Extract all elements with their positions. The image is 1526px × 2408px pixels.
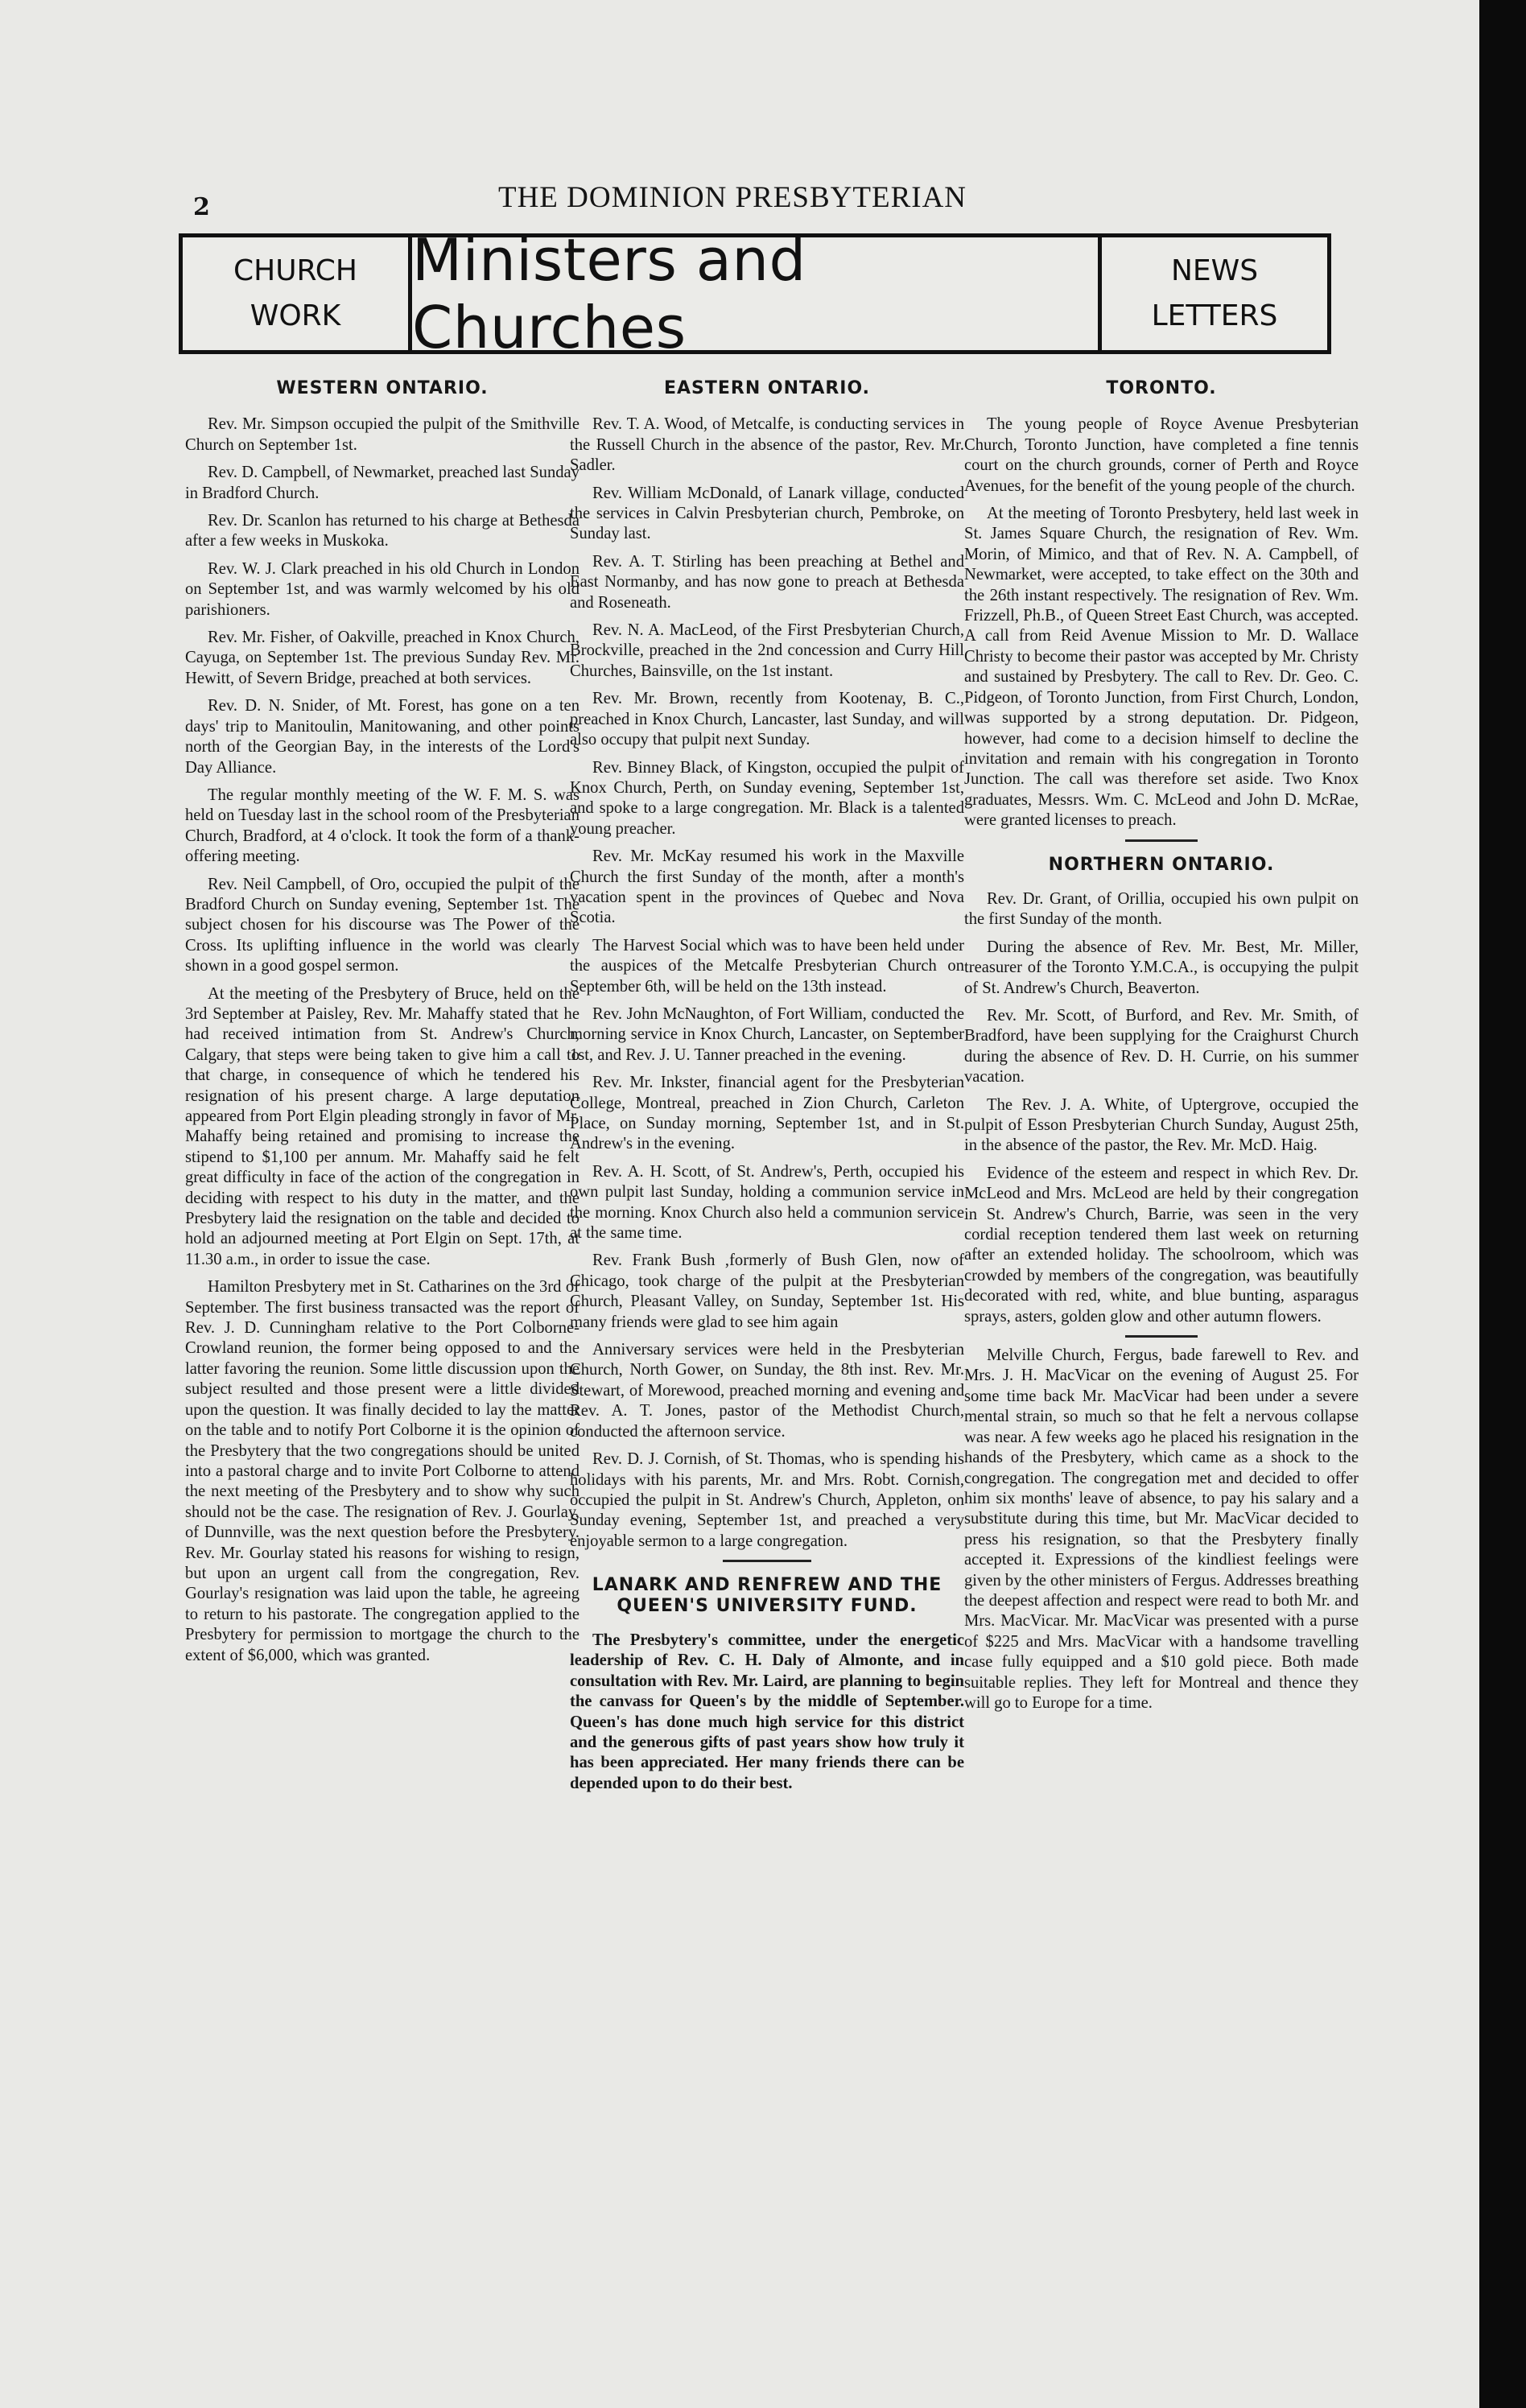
scan-border xyxy=(1479,0,1526,2408)
column-heading: TORONTO. xyxy=(1106,378,1217,398)
article-paragraph: Rev. Frank Bush ,formerly of Bush Glen, now of Chicago, took charge of the pulpit at the Presbyterian Church, Pleasant Valley, on Sunday, September 1st. His many friends were glad to see him again xyxy=(570,1251,964,1331)
article-paragraph: Rev. Mr. Simpson occupied the pulpit of the Smithville Church on September 1st. xyxy=(185,415,579,454)
column-heading: EASTERN ONTARIO. xyxy=(663,378,871,398)
article-paragraph: Rev. W. J. Clark preached in his old Church in London on September 1st, and was warmly welcomed by his old parishioners. xyxy=(185,559,579,619)
article-paragraph: Rev. Mr. Scott, of Burford, and Rev. Mr. Smith, of Bradford, have been supplying for the Craighurst Church during the absence of Rev. D. H. Currie, on his summer vacation. xyxy=(964,1006,1359,1086)
article-paragraph: At the meeting of Toronto Presbytery, held last week in St. James Square Church, the resignation of Rev. Wm. Morin, of Mimico, and that of Rev. N. A. Campbell, of Newmarket, were accepted, to take effect on the 30th and the 26th instant respectively. The resignation of Rev. Wm. Frizzell, Ph.B., of Queen Street East Church, was accepted. A call from Reid Avenue Mission to Mr. D. Wallace Christy to become their pastor was accepted by Mr. Christy and sustained by Presbytery. The call to Rev. Dr. Geo. C. Pidgeon, of Toronto Junction, from First Church, London, was supported by a strong deputation. Dr. Pidgeon, however, had come to a decision himself to decline the invitation and remain with his congregation in Toronto Junction. The call was therefore set aside. Two Knox graduates, Messrs. Wm. C. McLeod and John D. McRae, were granted licenses to preach. xyxy=(964,505,1359,830)
banner-right-top: NEWS xyxy=(1170,254,1259,287)
section-divider xyxy=(1125,1335,1198,1338)
article-paragraph: Rev. D. J. Cornish, of St. Thomas, who is spending his holidays with his parents, Mr. and Mrs. Robt. Cornish, occupied the pulpit in St. Andrew's Church, Appleton, on Sunday evening, September 1st, and preached a very enjoyable sermon to a large congregation. xyxy=(570,1450,964,1550)
banner-right-bottom: LETTERS xyxy=(1151,299,1278,332)
article-paragraph: Rev. Mr. McKay resumed his work in the Maxville Church the first Sunday of the month, after a month's vacation spent in the provinces of Quebec and Nova Scotia. xyxy=(570,847,964,927)
section-heading: LANARK AND RENFREW AND THE QUEEN'S UNIVERSITY FUND. xyxy=(592,1575,942,1616)
article-paragraph: During the absence of Rev. Mr. Best, Mr. Miller, treasurer of the Toronto Y.M.C.A., is occupying the pulpit of St. Andrew's Church, Beaverton. xyxy=(964,938,1359,997)
article-paragraph: Hamilton Presbytery met in St. Catharines on the 3rd of September. The first business transacted was the report of Rev. J. D. Cunningham relative to the Port Colborne-Crowland reunion, the former being opposed to and the latter favoring the reunion. Some little discussion upon the subject resulted and those present were a little divided upon the question. It was finally decided to lay the matter on the table and to notify Port Colborne it is the opinion of the Presbytery that the two congregations should be united into a pastoral charge and to invite Port Colborne to attend the next meeting of the Presbytery and to show why such should not be the case. The resignation of Rev. J. Gourlay, of Dunnville, was the next question before the Presbytery. Rev. Mr. Gourlay stated his reasons for wishing to resign, but upon an urgent call from the congregation, Rev. Gourlay's resignation was laid upon the table, he agreeing to return to his pastorate. The congregation applied to the Presbytery for permission to mortgage the church to the extent of $6,000, which was granted. xyxy=(185,1278,579,1664)
page-number: 2 xyxy=(193,193,210,221)
article-paragraph: Rev. D. N. Snider, of Mt. Forest, has gone on a ten days' trip to Manitoulin, Manitowaning, and other points north of the Georgian Bay, in the interests of the Lord's Day Alliance. xyxy=(185,697,579,777)
column-toronto xyxy=(964,378,1359,1721)
article-paragraph: Rev. Dr. Grant, of Orillia, occupied his own pulpit on the first Sunday of the month. xyxy=(964,889,1359,929)
banner-left-top: CHURCH xyxy=(233,254,357,287)
article-paragraph: Rev. Binney Black, of Kingston, occupied the pulpit of Knox Church, Perth, on Sunday evening, September 1st, and spoke to a large congregation. Mr. Black is a talented young preacher. xyxy=(570,758,964,838)
banner-right-box xyxy=(1098,237,1327,350)
article-paragraph: Rev. N. A. MacLeod, of the First Presbyterian Church, Brockville, preached in the 2nd concession and Curry Hill Churches, Bainsville, on the 1st instant. xyxy=(570,621,964,680)
article-paragraph: Rev. T. A. Wood, of Metcalfe, is conducting services in the Russell Church in the absence of the pastor, Rev. Mr. Sadler. xyxy=(570,415,964,475)
article-paragraph: Rev. Mr. Inkster, financial agent for the Presbyterian College, Montreal, preached in Zion Church, Carleton Place, on Sunday morning, September 1st, and in St. Andrew's in the evening. xyxy=(570,1074,964,1153)
banner-left-box xyxy=(183,237,412,350)
article-paragraph: Rev. Neil Campbell, of Oro, occupied the pulpit of the Bradford Church on Sunday evening, September 1st. The subject chosen for his discourse was The Power of the Cross. Its uplifting influence in the world was clearly shown in a good gospel sermon. xyxy=(185,875,579,975)
column-heading: WESTERN ONTARIO. xyxy=(276,378,489,398)
article-paragraph: At the meeting of the Presbytery of Bruce, held on the 3rd September at Paisley, Rev. Mr. Mahaffy stated that he had received intimation from St. Andrew's Church, Calgary, that steps were being taken to give him a call to that charge, in consequence of which he tendered his resignation of his present charge. A large deputation appeared from Port Elgin pleading strongly in favor of Mr. Mahaffy being retained and promising to increase the stipend to $1,100 per annum. Mr. Mahaffy said he felt great difficulty in face of the action of the congregation in deciding with respect to his duty in the matter, and the Presbytery laid the resignation on the table and decided to hold an adjourned meeting at Port Elgin on Sept. 17th, at 11.30 a.m., in order to issue the case. xyxy=(185,984,579,1268)
column-western-ontario xyxy=(185,378,579,1673)
banner-title: Ministers and Churches xyxy=(412,226,806,361)
section-banner xyxy=(179,226,1331,361)
column-eastern-ontario xyxy=(570,378,964,1801)
article-paragraph: Anniversary services were held in the Presbyterian Church, North Gower, on Sunday, the 8th inst. Rev. Mr. Stewart, of Morewood, preached morning and evening and Rev. A. T. Jones, pastor of the Methodist Church, conducted the afternoon service. xyxy=(570,1341,964,1441)
article-paragraph: Rev. Dr. Scanlon has returned to his charge at Bethesda after a few weeks in Muskoka. xyxy=(185,512,579,550)
article-paragraph: Rev. A. T. Stirling has been preaching at Bethel and East Normanby, and has now gone to preach at Bethesda and Roseneath. xyxy=(570,552,964,612)
article-paragraph: Melville Church, Fergus, bade farewell to Rev. and Mrs. J. H. MacVicar on the evening of August 25. For some time back Mr. MacVicar had been under a severe mental strain, so much so that he felt a nervous collapse was near. A few weeks ago he placed his resignation in the hands of the Presbytery, which came as a shock to the congregation. The congregation met and decided to offer him six months' leave of absence, to pay his salary and a substitute during this time, but Mr. MacVicar decided to press his resignation, so that the Presbytery finally accepted it. Expressions of the kindliest feelings were given by the other ministers of Fergus. Addresses breathing the deepest affection and respect were read to both Mr. and Mrs. MacVicar. Mr. MacVicar was presented with a purse of $225 and Mrs. MacVicar with a handsome travelling case fully equipped and a $10 gold piece. Both made suitable replies. They left for Montreal and thence they will go to Europe for a time. xyxy=(964,1346,1359,1712)
running-head: THE DOMINION PRESBYTERIAN xyxy=(497,181,967,214)
article-paragraph: Rev. Mr. Brown, recently from Kootenay, B. C., preached in Knox Church, Lancaster, last Sunday, and will also occupy that pulpit next Sunday. xyxy=(570,690,964,749)
article-paragraph: The Rev. J. A. White, of Uptergrove, occupied the pulpit of Esson Presbyterian Church Sunday, August 25th, in the absence of the pastor, the Rev. Mr. McD. Haig. xyxy=(964,1095,1359,1155)
section-divider xyxy=(1125,839,1198,842)
article-paragraph: Evidence of the esteem and respect in which Rev. Dr. McLeod and Mrs. McLeod are held by their congregation in St. Andrew's Church, Barrie, was seen in the very cordial reception tendered them last week on returning after an extended holiday. The schoolroom, which was crowded by members of the congregation, was beautifully decorated with red, white, and blue bunting, asparagus sprays, asters, golden glow and other autumn flowers. xyxy=(964,1164,1359,1326)
section-divider xyxy=(723,1560,811,1562)
banner-left-bottom: WORK xyxy=(250,299,341,332)
article-paragraph: Rev. John McNaughton, of Fort William, conducted the morning service in Knox Church, Lancaster, on September 1st, and Rev. J. U. Tanner preached in the evening. xyxy=(570,1004,964,1064)
article-paragraph: Rev. A. H. Scott, of St. Andrew's, Perth, occupied his own pulpit last Sunday, holding a communion service in the morning. Knox Church also held a communion service at the same time. xyxy=(570,1162,964,1243)
article-paragraph: The young people of Royce Avenue Presbyterian Church, Toronto Junction, have completed a fine tennis court on the church grounds, corner of Perth and Royce Avenues, for the benefit of the young people of the church. xyxy=(964,415,1359,495)
article-paragraph: Rev. D. Campbell, of Newmarket, preached last Sunday in Bradford Church. xyxy=(185,464,579,502)
article-paragraph: The Presbytery's committee, under the energetic leadership of Rev. C. H. Daly of Almonte, and in consultation with Rev. Mr. Laird, are planning to begin the canvass for Queen's by the middle of September. Queen's has done much high service for this district and the generous gifts of past years show how truly it has been appreciated. Her many friends there can be depended upon to do their best. xyxy=(570,1631,964,1792)
article-paragraph: The Harvest Social which was to have been held under the auspices of the Metcalfe Presbyterian Church on September 6th, will be held on the 13th instead. xyxy=(570,936,964,996)
article-paragraph: The regular monthly meeting of the W. F. M. S. was held on Tuesday last in the school room of the Presbyterian Church, Bradford, at 4 o'clock. It took the form of a thank-offering meeting. xyxy=(185,785,579,866)
article-paragraph: Rev. Mr. Fisher, of Oakville, preached in Knox Church, Cayuga, on September 1st. The previous Sunday Rev. Mr. Hewitt, of Severn Bridge, preached at both services. xyxy=(185,629,579,687)
article-paragraph: Rev. William McDonald, of Lanark village, conducted the services in Calvin Presbyterian church, Pembroke, on Sunday last. xyxy=(570,484,964,543)
section-heading: NORTHERN ONTARIO. xyxy=(1048,854,1275,875)
